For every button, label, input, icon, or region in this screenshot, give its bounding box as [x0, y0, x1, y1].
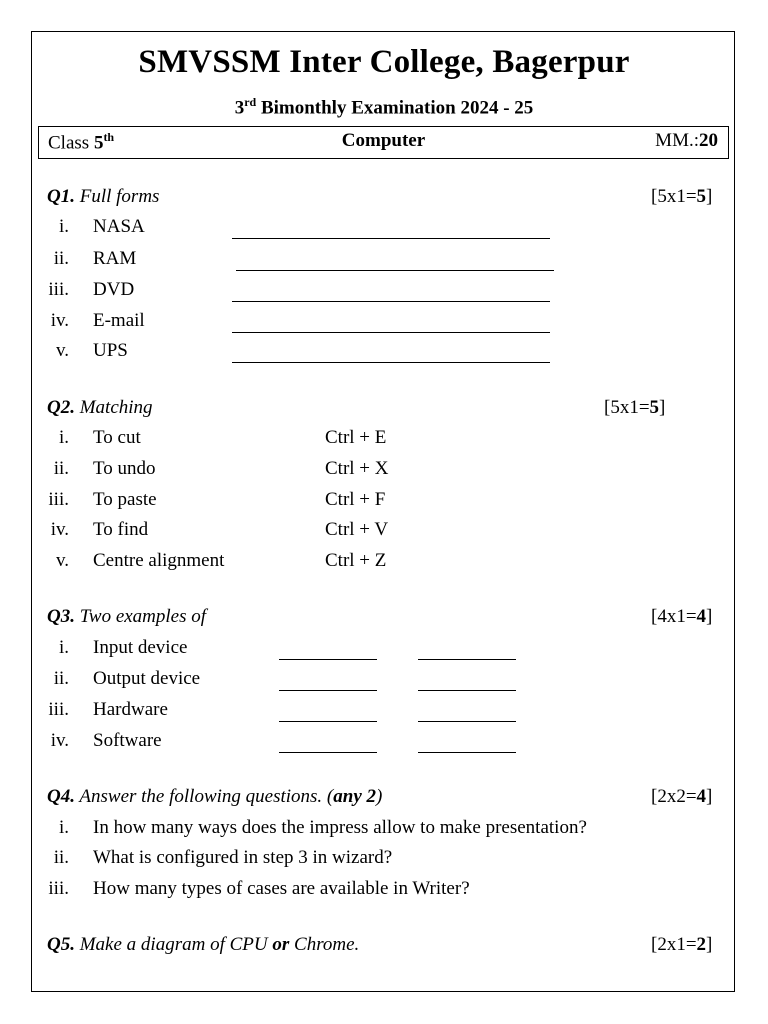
exam-title: 3rd Bimonthly Examination 2024 - 25 — [234, 95, 534, 119]
q3-marks: [4x1=4] — [651, 606, 713, 627]
shortcut: Ctrl + F — [325, 489, 386, 510]
q5-marks: [2x1=2] — [651, 934, 713, 955]
q1-title: Q1. Full forms — [47, 186, 160, 207]
answer-line[interactable] — [418, 721, 516, 722]
max-marks: MM.:20 — [655, 130, 718, 151]
answer-line[interactable] — [232, 362, 550, 363]
answer-line[interactable] — [279, 690, 377, 691]
school-name: SMVSSM Inter College, Bagerpur — [138, 44, 630, 80]
q3-title: Q3. Two examples of — [47, 606, 207, 627]
answer-line[interactable] — [232, 332, 550, 333]
q4-title: Q4. Answer the following questions. (any 2) — [47, 786, 383, 807]
shortcut: Ctrl + Z — [325, 550, 387, 571]
shortcut: Ctrl + E — [325, 427, 387, 448]
answer-line[interactable] — [279, 721, 377, 722]
q4-marks: [2x2=4] — [651, 786, 713, 807]
answer-line[interactable] — [418, 659, 516, 660]
answer-line[interactable] — [279, 659, 377, 660]
q1-marks: [5x1=5] — [651, 186, 713, 207]
answer-line[interactable] — [232, 301, 550, 302]
answer-line[interactable] — [279, 752, 377, 753]
answer-line[interactable] — [236, 270, 554, 271]
q2-marks: [5x1=5] — [604, 397, 666, 418]
answer-line[interactable] — [418, 752, 516, 753]
answer-line[interactable] — [418, 690, 516, 691]
subject: Computer — [341, 130, 426, 151]
class-info-box — [38, 126, 729, 159]
q5-title: Q5. Make a diagram of CPU or Chrome. — [47, 934, 360, 955]
class-label: Class 5th — [48, 130, 115, 154]
answer-line[interactable] — [232, 238, 550, 239]
q2-title: Q2. Matching — [47, 397, 153, 418]
shortcut: Ctrl + X — [325, 458, 389, 479]
shortcut: Ctrl + V — [325, 519, 389, 540]
